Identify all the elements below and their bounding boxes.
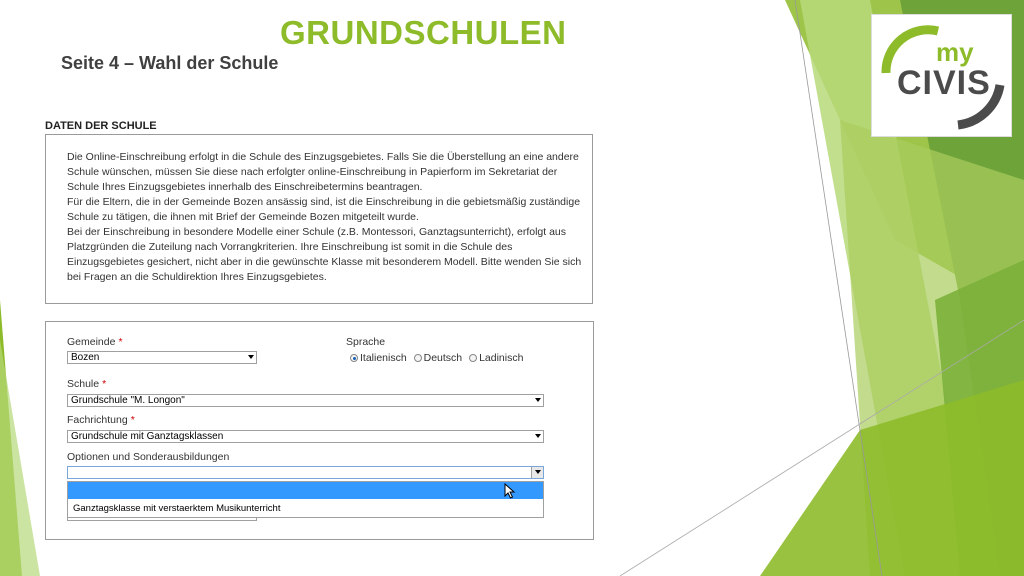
info-text-line: Platzgründen die Zuteilung nach Vorrangkriterien. Ihre Einschreibung ist somit in die Schule des [67,241,513,253]
fachrichtung-select-value: Grundschule mit Ganztagsklassen [71,431,224,442]
radio-label-ladinisch: Ladinisch [479,352,524,364]
info-box [45,134,593,304]
dropdown-arrow-icon [248,355,254,359]
info-text-line: Einzugsgebietes gesichert, nicht aber in die gewünschte Klasse mit besonderem Modell. Bitte wenden Sie sich [67,256,582,268]
info-text-line: Bei der Einschreibung in besondere Modelle einer Schule (z.B. Montessori, Ganztagsunterricht), erfolgt aus [67,226,567,238]
optionen-dropdown-list [67,481,544,518]
fachrichtung-label [67,414,135,426]
hidden-field-edge [67,518,257,521]
dropdown-arrow-icon [535,434,541,438]
page-title: GRUNDSCHULEN [280,14,567,51]
school-form [45,321,594,540]
radio-ladinisch[interactable] [469,354,477,362]
info-text-line: Schule zu tätigen, die ihnen mit Brief der Gemeinde Bozen mitgeteilt wurde. [67,211,419,223]
radio-label-deutsch: Deutsch [423,352,463,364]
info-text-line: Schule Ihres Einzugsgebietes innerhalb des Einschreibetermins beantragen. [67,181,423,193]
mycivis-logo [871,14,1012,137]
mouse-pointer-icon [504,483,516,499]
info-text-line: bei Fragen an die Schuldirektion Ihres Einzugsgebietes. [67,271,327,283]
gemeinde-select-value: Bozen [71,352,100,363]
dropdown-arrow-icon [535,470,541,474]
required-marker: * [118,336,123,348]
schule-label-text: Schule [67,378,100,390]
dropdown-option-empty[interactable] [68,482,543,499]
dropdown-arrow-icon [535,398,541,402]
logo-text-civis: CIVIS [897,64,991,102]
sprache-radio-group [350,352,527,364]
fachrichtung-select[interactable] [67,430,544,443]
info-text-line: Schule wünschen, müssen Sie diese nach erfolgter online-Einschreibung in Papierform im Sekretariat der [67,166,558,178]
schule-select[interactable] [67,394,544,407]
fachrichtung-label-text: Fachrichtung [67,414,128,426]
gemeinde-select[interactable] [67,351,257,364]
required-marker: * [130,414,135,426]
sprache-label: Sprache [346,336,386,348]
info-text-line: Die Online-Einschreibung erfolgt in die Schule des Einzugsgebietes. Falls Sie die Überstellung an eine andere [67,151,579,163]
optionen-select[interactable] [67,466,544,479]
logo-text-my: my [936,37,974,67]
gemeinde-label-text: Gemeinde [67,336,116,348]
dropdown-button[interactable] [531,467,543,478]
info-text-line: Für die Eltern, die in der Gemeinde Bozen ansässig sind, ist die Einschreibung in die gebietsmäßig zuständige [67,196,581,208]
schule-label [67,378,106,390]
dropdown-option-musik[interactable]: Ganztagsklasse mit verstaerktem Musikunterricht [73,503,281,514]
optionen-label: Optionen und Sonderausbildungen [67,451,230,463]
gemeinde-label [67,336,123,348]
page-subtitle: Seite 4 – Wahl der Schule [61,53,279,73]
section-heading: DATEN DER SCHULE [45,120,157,132]
radio-label-italienisch: Italienisch [360,352,407,364]
schule-select-value: Grundschule "M. Longon" [71,395,185,406]
required-marker: * [102,378,107,390]
radio-deutsch[interactable] [414,354,422,362]
radio-italienisch[interactable] [350,354,358,362]
